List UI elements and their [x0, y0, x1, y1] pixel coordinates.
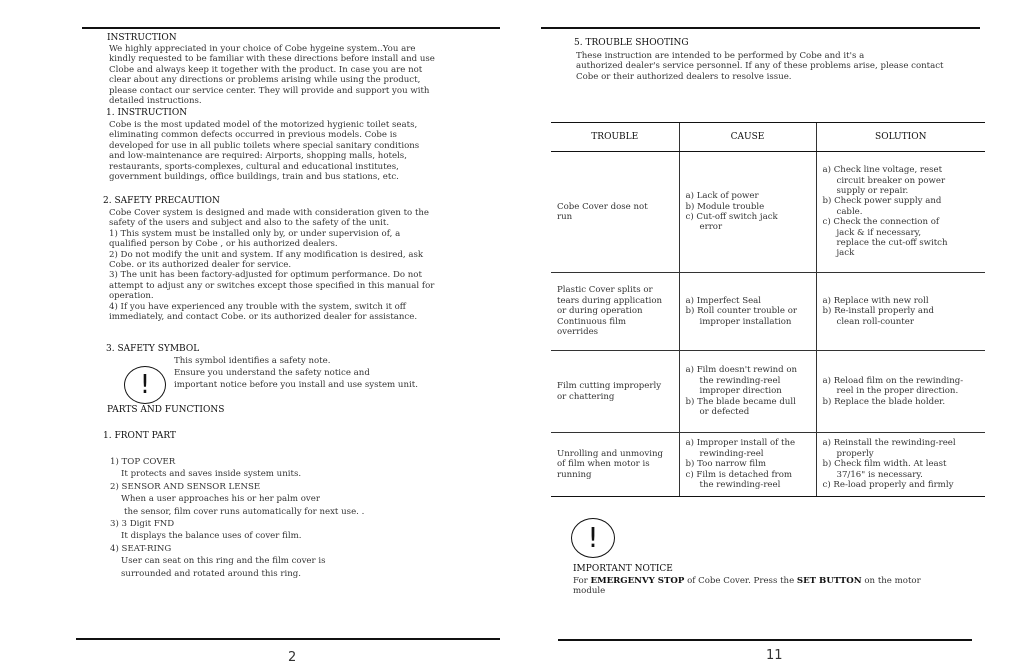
cell-line: b) The blade became dull — [685, 396, 796, 407]
page-number: 11 — [766, 648, 783, 663]
cell-line: jack & if necessary, — [836, 227, 922, 238]
section-2-line: immediately, and contact Cobe. or its authorized dealer for assistance. — [109, 312, 418, 323]
cell-line: b) Check power supply and — [822, 196, 942, 207]
cell-line: b) Module trouble — [685, 201, 765, 212]
section-3-line: important notice before you install and use system unit. — [174, 380, 418, 390]
cell-line: running — [557, 469, 592, 480]
important-notice-heading: IMPORTANT NOTICE — [573, 564, 673, 574]
cell-line: jack — [836, 248, 855, 259]
solution-cell — [816, 433, 985, 497]
cell-line: Cobe Cover dose not — [557, 201, 648, 212]
section-1-line: and low-maintenance are required: Airports, shopping malls, hotels, — [109, 151, 407, 162]
solution-cell — [816, 273, 985, 351]
notice-mid: of Cobe Cover. Press the — [684, 576, 797, 586]
section-1-line: government buildings, office buildings, train and bus stations, etc. — [109, 172, 399, 183]
cell-line: b) Check film width. At least — [822, 459, 947, 470]
cell-line: Continuous film — [557, 316, 627, 327]
section-2-line: Cobe. or its authorized dealer for service. — [109, 260, 292, 271]
column-header: SOLUTION — [816, 123, 985, 152]
parts-heading: PARTS AND FUNCTIONS — [107, 405, 225, 415]
cell-line: a) Improper install of the — [685, 438, 796, 449]
section-2-line: qualified person by Cobe , or his authorized dealers. — [109, 239, 338, 250]
section-3-heading: 3. SAFETY SYMBOL — [106, 344, 200, 354]
cell-line: or chattering — [557, 391, 615, 402]
front-item-title: 2) SENSOR AND SENSOR LENSE — [110, 481, 261, 492]
column-header: TROUBLE — [551, 123, 679, 152]
table-row — [551, 433, 985, 497]
section-2-line: 4) If you have experienced any trouble with the system, switch it off — [109, 301, 406, 312]
cell-line: 37/16" is necessary. — [836, 469, 923, 480]
cell-line: Plastic Cover splits or — [557, 285, 653, 296]
top-rule — [82, 27, 500, 29]
cell-line: a) Replace with new roll — [822, 295, 929, 306]
cause-cell — [679, 433, 816, 497]
cell-line: or defected — [699, 407, 750, 418]
cell-line: replace the cut-off switch — [836, 238, 948, 249]
section-1-line: developed for use in all public toilets where special sanitary conditions — [109, 140, 420, 151]
trouble-cell — [551, 351, 679, 433]
table-row — [551, 351, 985, 433]
cell-line: c) Film is detached from — [685, 469, 793, 480]
section-2-line: safety of the users and subject and also to the safety of the unit. — [109, 218, 390, 229]
section-2-line: attempt to adjust any or switches except those specified in this manual for — [109, 280, 435, 291]
notice-suffix: on the motor — [861, 576, 921, 586]
notice-prefix: For — [573, 576, 591, 586]
cell-line: or during operation — [557, 306, 643, 317]
section-3-line: Ensure you understand the safety notice and — [174, 368, 370, 378]
top-rule — [541, 27, 980, 29]
section-2-line: 3) The unit has been factory-adjusted for optimum performance. Do not — [109, 270, 422, 281]
bottom-rule — [76, 638, 500, 640]
section-2-line: operation. — [109, 291, 154, 302]
important-notice-text — [573, 576, 921, 597]
intro-heading: INSTRUCTION — [107, 33, 177, 43]
front-item-desc: It protects and saves inside system units. — [121, 469, 302, 480]
trouble-shooting-intro — [576, 51, 944, 82]
important-notice-icon: ! — [571, 518, 615, 558]
cell-line: error — [699, 222, 723, 233]
cell-line: a) Reload film on the rewinding- — [822, 375, 964, 386]
section-2-line: Cobe Cover system is designed and made with consideration given to the — [109, 208, 430, 218]
front-item-desc: the sensor, film cover runs automatically for next use. . — [124, 506, 365, 517]
intro-line: please contact our service center. They will provide and support you with — [109, 85, 430, 96]
table-row — [551, 152, 985, 273]
intro-line: Cobe or their authorized dealers to resolve issue. — [576, 71, 792, 82]
solution-cell — [816, 152, 985, 273]
bottom-rule — [558, 639, 972, 641]
cell-line: cable. — [836, 206, 863, 217]
solution-cell — [816, 351, 985, 433]
cell-line: rewinding-reel — [699, 448, 764, 459]
front-item-desc: When a user approaches his or her palm over — [121, 494, 320, 505]
cell-line: improper direction — [699, 386, 782, 397]
section-2-text — [109, 208, 434, 322]
cell-line: overrides — [557, 327, 599, 338]
trouble-cell — [551, 273, 679, 351]
cell-line: properly — [836, 448, 874, 459]
page-number: 2 — [288, 650, 297, 665]
cell-line: c) Cut-off switch jack — [685, 212, 778, 222]
notice-line — [573, 576, 921, 586]
cell-line: b) Re-install properly and — [822, 306, 935, 317]
intro-line: authorized dealer's service personnel. If any of these problems arise, please contact — [576, 61, 944, 72]
cell-line: b) Too narrow film — [685, 459, 766, 470]
intro-line: clear about any directions or problems arising while using the product, — [109, 75, 421, 86]
front-part-heading: 1. FRONT PART — [103, 431, 176, 441]
left-page — [0, 0, 511, 670]
notice-line: module — [573, 586, 606, 597]
section-2-heading: 2. SAFETY PRECAUTION — [103, 196, 220, 206]
cell-line: circuit breaker on power — [836, 175, 946, 186]
table-row — [551, 273, 985, 351]
cell-line: a) Lack of power — [685, 191, 759, 202]
cell-line: of film when motor is — [557, 459, 650, 470]
intro-line: These instruction are intended to be performed by Cobe and it's a — [576, 51, 865, 61]
intro-line: kindly requested to be familiar with these directions before install and use — [109, 54, 435, 65]
set-button-text: SET BUTTON — [796, 576, 862, 586]
trouble-shooting-table — [551, 122, 985, 497]
cell-line: Unrolling and unmoving — [557, 448, 663, 459]
cell-line: a) Imperfect Seal — [685, 295, 762, 306]
column-header: CAUSE — [679, 123, 816, 152]
trouble-cell — [551, 433, 679, 497]
cell-line: a) Film doesn't rewind on — [685, 365, 798, 376]
intro-line: detailed instructions. — [109, 96, 202, 107]
front-item-desc: It displays the balance uses of cover film. — [121, 531, 302, 542]
section-3-line: This symbol identifies a safety note. — [174, 356, 331, 366]
cell-line: b) Roll counter trouble or — [685, 306, 798, 317]
front-part-list — [110, 456, 364, 580]
emergency-stop-text: EMERGENVY STOP — [590, 576, 685, 586]
cause-cell — [679, 273, 816, 351]
right-page — [512, 0, 1023, 670]
cell-line: b) Replace the blade holder. — [822, 396, 946, 407]
front-item-desc: User can seat on this ring and the film cover is — [121, 556, 326, 567]
cell-line: a) Check line voltage, reset — [822, 165, 943, 176]
cell-line: supply or repair. — [836, 185, 909, 196]
section-1-line: restaurants, sports-complexes, cultural and educational institutes, — [109, 161, 399, 172]
table-header-row — [551, 123, 985, 152]
cell-line: clean roll-counter — [836, 316, 914, 327]
cause-cell — [679, 351, 816, 433]
cell-line: Film cutting improperly — [557, 381, 662, 392]
trouble-cell — [551, 152, 679, 273]
section-2-line: 1) This system must be installed only by, or under supervision of, a — [109, 228, 401, 239]
cell-line: tears during application — [557, 295, 663, 306]
intro-line: Clobe and always keep it together with the product. In case you are not — [109, 64, 423, 75]
cell-line: c) Check the connection of — [822, 217, 940, 228]
section-2-line: 2) Do not modify the unit and system. If any modification is desired, ask — [109, 249, 424, 260]
section-3-text — [174, 356, 418, 390]
cell-line: c) Re-load properly and firmly — [822, 480, 954, 491]
cell-line: the rewinding-reel — [699, 480, 781, 491]
cell-line: the rewinding-reel — [699, 375, 781, 386]
section-1-heading: 1. INSTRUCTION — [106, 108, 188, 118]
front-item-title: 1) TOP COVER — [110, 457, 176, 467]
intro-line: We highly appreciated in your choice of Cobe hygeine system..You are — [109, 44, 416, 54]
intro-text — [109, 44, 435, 106]
cell-line: reel in the proper direction. — [836, 386, 959, 397]
front-item-title: 3) 3 Digit FND — [110, 519, 175, 530]
section-1-line: eliminating common defects occurred in previous models. Cobe is — [109, 130, 397, 141]
safety-warning-icon: ! — [124, 366, 166, 404]
section-1-line: Cobe is the most updated model of the motorized hygienic toilet seats, — [109, 120, 418, 130]
front-item-desc: surrounded and rotated around this ring. — [121, 568, 301, 579]
cause-cell — [679, 152, 816, 273]
cell-line: a) Reinstall the rewinding-reel — [822, 438, 956, 449]
section-1-text — [109, 120, 419, 182]
trouble-shooting-heading: 5. TROUBLE SHOOTING — [574, 38, 689, 48]
cell-line: improper installation — [699, 316, 792, 327]
cell-line: run — [557, 212, 573, 222]
front-item-title: 4) SEAT-RING — [110, 543, 172, 554]
